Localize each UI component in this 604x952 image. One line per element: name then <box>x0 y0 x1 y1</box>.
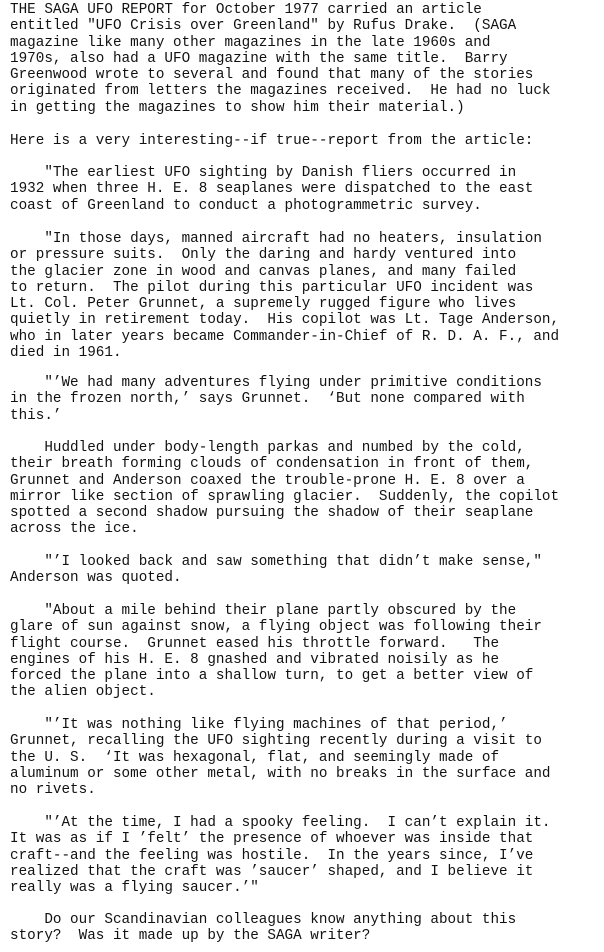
text-line: in the frozen north,’ says Grunnet. ‘But none compared with <box>10 391 525 408</box>
text-line: Grunnet and Anderson coaxed the trouble-prone H. E. 8 over a <box>10 472 525 489</box>
text-line: or pressure suits. Only the daring and hardy ventured into <box>10 247 517 264</box>
paragraph-quote-2 <box>10 231 559 361</box>
text-line: realized that the craft was ’saucer’ shaped, and I believe it <box>10 863 534 880</box>
text-line: no rivets. <box>10 782 96 799</box>
text-line: It was as if I ’felt’ the presence of whoever was inside that <box>10 831 534 848</box>
text-line: "’At the time, I had a spooky feeling. I can’t explain it. <box>10 815 551 831</box>
text-line: really was a flying saucer.’" <box>10 880 259 897</box>
text-line: craft--and the feeling was hostile. In the years since, I’ve <box>10 847 534 864</box>
text-line: "’I looked back and saw something that didn’t make sense," <box>10 554 542 570</box>
paragraph-closing-question <box>10 912 516 945</box>
text-line: Anderson was quoted. <box>10 570 182 587</box>
text-line: magazine like many other magazines in the late 1960s and <box>10 34 491 51</box>
text-line: "’We had many adventures flying under primitive conditions <box>10 375 542 391</box>
text-line: Greenwood wrote to several and found that many of the stories <box>10 67 534 84</box>
text-line: in getting the magazines to show him their material.) <box>10 99 465 116</box>
text-line: forced the plane into a shallow turn, to get a better view of <box>10 668 534 685</box>
text-line: flight course. Grunnet eased his throttle forward. The <box>10 635 500 652</box>
paragraph-narrative <box>10 440 559 538</box>
text-line: spotted a second shadow pursuing the shadow of their seaplane <box>10 505 534 522</box>
text-line: to return. The pilot during this particular UFO incident was <box>10 279 534 296</box>
text-line: this.’ <box>10 407 62 424</box>
text-line: quietly in retirement today. His copilot was Lt. Tage Anderson, <box>10 312 560 329</box>
text-line: 1970s, also had a UFO magazine with the same title. Barry <box>10 50 508 67</box>
text-line: "’It was nothing like flying machines of that period,’ <box>10 717 508 733</box>
text-line: their breath forming clouds of condensation in front of them, <box>10 456 534 473</box>
text-line: coast of Greenland to conduct a photogrammetric survey. <box>10 197 482 214</box>
text-line: died in 1961. <box>10 345 122 362</box>
text-line: Lt. Col. Peter Grunnet, a supremely rugged figure who lives <box>10 296 517 313</box>
text-line: aluminum or some other metal, with no breaks in the surface and <box>10 765 551 782</box>
text-line: 1932 when three H. E. 8 seaplanes were dispatched to the east <box>10 181 534 198</box>
text-line: THE SAGA UFO REPORT for October 1977 carried an article <box>10 2 482 18</box>
text-line: Huddled under body-length parkas and numbed by the cold, <box>10 440 525 456</box>
text-line: who in later years became Commander-in-Chief of R. D. A. F., and <box>10 328 560 345</box>
paragraph-quote-1 <box>10 165 533 214</box>
text-line: engines of his H. E. 8 gnashed and vibrated noisily as he <box>10 651 500 668</box>
paragraph-intro <box>10 2 551 116</box>
text-line: story? Was it made up by the SAGA writer? <box>10 928 371 945</box>
text-line: "In those days, manned aircraft had no heaters, insulation <box>10 231 542 247</box>
text-line: the U. S. ‘It was hexagonal, flat, and seemingly made of <box>10 749 500 766</box>
paragraph-quote-4 <box>10 554 542 587</box>
text-line: originated from letters the magazines received. He had no luck <box>10 83 551 100</box>
text-line: glare of sun against snow, a flying object was following their <box>10 619 542 636</box>
paragraph-quote-6 <box>10 717 551 798</box>
text-line: mirror like section of sprawling glacier. Suddenly, the copilot <box>10 488 560 505</box>
paragraph-quote-3 <box>10 375 542 424</box>
text-line: Grunnet, recalling the UFO sighting recently during a visit to <box>10 733 542 750</box>
text-line: entitled "UFO Crisis over Greenland" by Rufus Drake. (SAGA <box>10 18 517 35</box>
paragraph-lead-in <box>10 133 533 149</box>
text-line: across the ice. <box>10 521 139 538</box>
paragraph-quote-5 <box>10 603 542 701</box>
text-line: the alien object. <box>10 684 156 701</box>
text-line: Here is a very interesting--if true--report from the article: <box>10 133 534 149</box>
text-line: "The earliest UFO sighting by Danish fliers occurred in <box>10 165 517 181</box>
text-line: Do our Scandinavian colleagues know anything about this <box>10 912 517 928</box>
paragraph-quote-7 <box>10 815 551 896</box>
text-line: "About a mile behind their plane partly obscured by the <box>10 603 517 619</box>
text-line: the glacier zone in wood and canvas planes, and many failed <box>10 263 517 280</box>
